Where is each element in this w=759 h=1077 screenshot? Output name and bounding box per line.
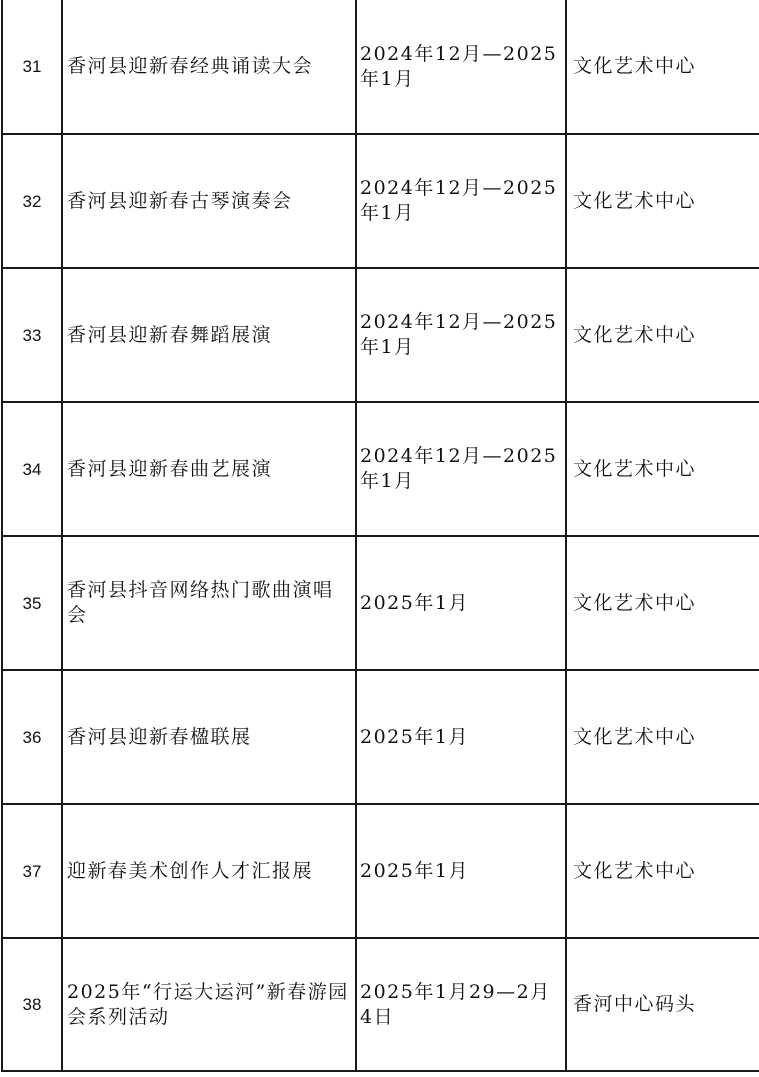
row-number: 31	[2, 0, 62, 134]
event-name: 香河县迎新春舞蹈展演	[62, 268, 356, 402]
event-time: 2025年1月	[356, 804, 566, 938]
table-row	[2, 536, 759, 670]
event-time: 2024年12月—2025年1月	[356, 0, 566, 134]
event-organizer: 文化艺术中心	[566, 134, 759, 268]
event-name: 迎新春美术创作人才汇报展	[62, 804, 356, 938]
event-name: 香河县迎新春古琴演奏会	[62, 134, 356, 268]
event-time: 2024年12月—2025年1月	[356, 134, 566, 268]
event-name: 2025年“行运大运河”新春游园会系列活动	[62, 938, 356, 1071]
table-row	[2, 0, 759, 134]
table-row	[2, 268, 759, 402]
event-name: 香河县迎新春经典诵读大会	[62, 0, 356, 134]
event-organizer: 香河中心码头	[566, 938, 759, 1071]
event-time: 2025年1月	[356, 536, 566, 670]
row-number: 38	[2, 938, 62, 1071]
row-number: 33	[2, 268, 62, 402]
table-row	[2, 670, 759, 804]
event-organizer: 文化艺术中心	[566, 0, 759, 134]
event-time: 2024年12月—2025年1月	[356, 402, 566, 536]
row-number: 36	[2, 670, 62, 804]
row-number: 32	[2, 134, 62, 268]
event-organizer: 文化艺术中心	[566, 536, 759, 670]
event-time: 2025年1月29—2月4日	[356, 938, 566, 1071]
table-row	[2, 938, 759, 1071]
table-row	[2, 804, 759, 938]
table-row	[2, 402, 759, 536]
event-name: 香河县抖音网络热门歌曲演唱会	[62, 536, 356, 670]
event-name: 香河县迎新春楹联展	[62, 670, 356, 804]
event-organizer: 文化艺术中心	[566, 402, 759, 536]
table-row	[2, 134, 759, 268]
event-time: 2025年1月	[356, 670, 566, 804]
events-table	[1, 0, 759, 1072]
row-number: 37	[2, 804, 62, 938]
event-organizer: 文化艺术中心	[566, 670, 759, 804]
event-organizer: 文化艺术中心	[566, 804, 759, 938]
row-number: 35	[2, 536, 62, 670]
event-time: 2024年12月—2025年1月	[356, 268, 566, 402]
row-number: 34	[2, 402, 62, 536]
event-organizer: 文化艺术中心	[566, 268, 759, 402]
event-name: 香河县迎新春曲艺展演	[62, 402, 356, 536]
